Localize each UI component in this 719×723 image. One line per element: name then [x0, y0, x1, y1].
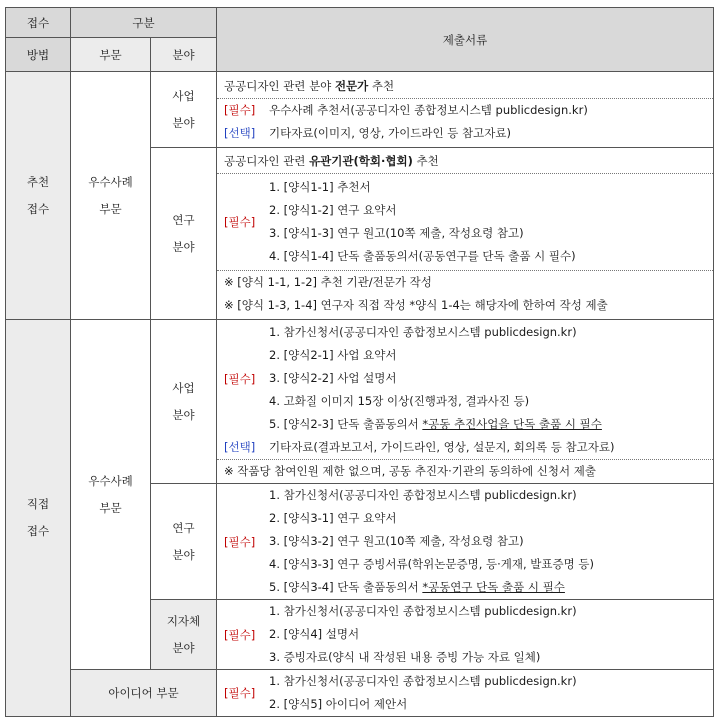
list-item: 2. [양식3-1] 연구 요약서 [269, 511, 397, 525]
list-item: 4. [양식1-4] 단독 출품동의서(공동연구를 단독 출품 시 필수) [269, 249, 576, 263]
section-direct-excellent: 우수사례 부문 [71, 320, 151, 670]
direct-business-optional: [선택] 기타자료(결과보고서, 가이드라인, 영상, 설문지, 회의록 등 참고자료) [217, 436, 713, 460]
list-item: 1. 참가신청서(공공디자인 종합정보시스템 publicdesign.kr) [269, 604, 577, 618]
list-item: 4. [양식3-3] 연구 증빙서류(학위논문증명, 등·게재, 발표증명 등) [269, 557, 594, 571]
method-direct: 직접 접수 [6, 320, 71, 717]
direct-business-required-list [217, 320, 713, 436]
section-recommend-excellent: 우수사례 부문 [71, 72, 151, 320]
list-item: 2. [양식1-2] 연구 요약서 [269, 203, 397, 217]
method-recommend: 추천 접수 [6, 72, 71, 320]
header-section: 부문 [71, 38, 151, 72]
list-item: 4. 고화질 이미지 15장 이상(진행과정, 결과사진 등) [269, 394, 530, 408]
docs-direct-business [217, 320, 714, 484]
docs-direct-local [217, 600, 714, 670]
header-docs: 제출서류 [217, 8, 714, 72]
recommend-business-required: [필수] 우수사례 추천서(공공디자인 종합정보시스템 publicdesign.kr) [224, 102, 588, 117]
recommend-business-optional: [선택] 기타자료(이미지, 영상, 가이드라인 등 참고자료) [224, 125, 511, 140]
field-recommend-business: 사업 분야 [151, 72, 217, 148]
required-tag: [필수] [224, 371, 256, 386]
list-item: 5. [양식3-4] 단독 출품동의서 *공동연구 단독 출품 시 필수 [269, 580, 565, 594]
header-method-bottom: 방법 [6, 38, 71, 72]
recommend-research-intro: 공공디자인 관련 유관기관(학회·협회) 추천 [217, 150, 713, 174]
list-item: 1. [양식1-1] 추천서 [269, 180, 371, 194]
section-direct-idea: 아이디어 부문 [71, 670, 217, 717]
list-item: 2. [양식2-1] 사업 요약서 [269, 348, 397, 362]
list-item: 1. 참가신청서(공공디자인 종합정보시스템 publicdesign.kr) [269, 325, 577, 339]
list-item: 3. [양식3-2] 연구 원고(10쪽 제출, 작성요령 참고) [269, 534, 524, 548]
direct-idea-required-list [217, 670, 713, 716]
recommend-research-note-1: ※ [양식 1-1, 1-2] 추천 기관/전문가 작성 [224, 275, 432, 289]
list-item: 2. [양식4] 설명서 [269, 627, 360, 641]
list-item: 2. [양식5] 아이디어 제안서 [269, 697, 408, 711]
direct-research-required-list [217, 484, 713, 599]
docs-recommend-research [217, 148, 714, 320]
direct-local-required-list [217, 600, 713, 669]
field-direct-research: 연구 분야 [151, 484, 217, 600]
header-method-top: 접수 [6, 8, 71, 38]
required-tag: [필수] [224, 215, 256, 229]
recommend-business-intro: 공공디자인 관련 분야 전문가 추천 [217, 75, 713, 99]
header-field: 분야 [151, 38, 217, 72]
list-item: 3. [양식2-2] 사업 설명서 [269, 371, 397, 385]
docs-recommend-business [217, 72, 714, 148]
docs-direct-idea [217, 670, 714, 717]
list-item: 1. 참가신청서(공공디자인 종합정보시스템 publicdesign.kr) [269, 488, 577, 502]
recommend-research-required-list [217, 174, 713, 271]
direct-business-note: ※ 작품당 참여인원 제한 없으며, 공동 추진자·기관의 동의하에 신청서 제출 [224, 464, 597, 478]
field-direct-business: 사업 분야 [151, 320, 217, 484]
list-item: 3. 증빙자료(양식 내 작성된 내용 증빙 가능 자료 일체) [269, 650, 541, 664]
required-tag: [필수] [224, 686, 256, 700]
required-tag: [필수] [224, 534, 256, 549]
list-item: 1. 참가신청서(공공디자인 종합정보시스템 publicdesign.kr) [269, 674, 577, 688]
required-tag: [필수] [224, 627, 256, 642]
header-category: 구분 [71, 8, 217, 38]
field-direct-local: 지자체 분야 [151, 600, 217, 670]
list-item: 5. [양식2-3] 단독 출품동의서 *공동 추진사업을 단독 출품 시 필수 [269, 417, 602, 431]
list-item: 3. [양식1-3] 연구 원고(10쪽 제출, 작성요령 참고) [269, 226, 524, 240]
recommend-research-note-2: ※ [양식 1-3, 1-4] 연구자 직접 작성 *양식 1-4는 해당자에 한하여 작성 제출 [224, 298, 608, 312]
field-recommend-research: 연구 분야 [151, 148, 217, 320]
docs-direct-research [217, 484, 714, 600]
submission-documents-table [5, 7, 714, 717]
